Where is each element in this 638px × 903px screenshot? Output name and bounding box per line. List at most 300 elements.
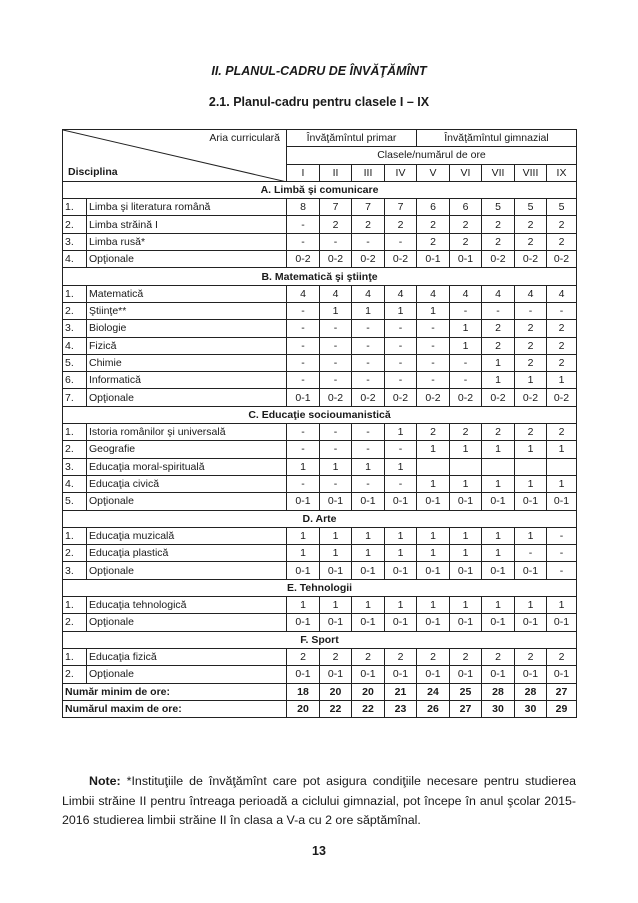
row-number: 2. bbox=[63, 545, 87, 562]
discipline-name: Opţionale bbox=[87, 251, 287, 268]
aria-curriculara-label: Aria curriculară bbox=[209, 132, 280, 144]
hours-cell: 1 bbox=[385, 458, 417, 475]
hours-cell: 2 bbox=[320, 216, 352, 233]
totals-cell: 18 bbox=[287, 683, 320, 700]
hours-cell: 0-1 bbox=[515, 493, 547, 510]
hours-cell: 1 bbox=[450, 475, 482, 492]
hours-cell: - bbox=[385, 320, 417, 337]
hours-cell: 4 bbox=[385, 285, 417, 302]
hours-cell: 1 bbox=[417, 475, 450, 492]
row-number: 4. bbox=[63, 251, 87, 268]
hours-cell: 1 bbox=[482, 527, 515, 544]
hours-cell: - bbox=[287, 320, 320, 337]
hours-cell bbox=[515, 458, 547, 475]
hours-cell: 4 bbox=[547, 285, 577, 302]
row-number: 5. bbox=[63, 354, 87, 371]
hours-cell: - bbox=[385, 441, 417, 458]
hours-cell: 0-2 bbox=[450, 389, 482, 406]
hours-cell: 0-2 bbox=[352, 389, 385, 406]
page-heading: II. PLANUL-CADRU DE ÎNVĂŢĂMÎNT bbox=[211, 64, 427, 78]
hours-cell: 1 bbox=[287, 527, 320, 544]
discipline-name: Limba străină I bbox=[87, 216, 287, 233]
hours-cell: - bbox=[547, 302, 577, 319]
section-row bbox=[63, 631, 577, 648]
discipline-name: Educaţia fizică bbox=[87, 648, 287, 665]
hours-cell: 1 bbox=[515, 441, 547, 458]
hours-cell: 1 bbox=[385, 527, 417, 544]
discipline-name: Limba şi literatura română bbox=[87, 199, 287, 216]
hours-cell: 0-2 bbox=[320, 389, 352, 406]
section-title: A. Limbă şi comunicare bbox=[63, 181, 577, 198]
grade-header: IX bbox=[547, 164, 577, 181]
table-row bbox=[63, 441, 577, 458]
note-paragraph bbox=[62, 772, 576, 831]
discipline-name: Istoria românilor şi universală bbox=[87, 424, 287, 441]
table-row bbox=[63, 545, 577, 562]
discipline-name: Opţionale bbox=[87, 389, 287, 406]
hours-cell: 8 bbox=[287, 199, 320, 216]
table-row bbox=[63, 493, 577, 510]
hours-cell: - bbox=[320, 337, 352, 354]
hours-cell bbox=[482, 458, 515, 475]
hours-cell: 1 bbox=[450, 597, 482, 614]
hours-cell: 4 bbox=[287, 285, 320, 302]
hours-cell: 2 bbox=[287, 648, 320, 665]
hours-cell: - bbox=[385, 372, 417, 389]
discipline-name: Fizică bbox=[87, 337, 287, 354]
table-row bbox=[63, 562, 577, 579]
header-row-areas bbox=[63, 130, 577, 147]
hours-cell: 0-1 bbox=[417, 614, 450, 631]
hours-cell: 1 bbox=[320, 458, 352, 475]
hours-cell: 1 bbox=[482, 372, 515, 389]
hours-cell: 4 bbox=[320, 285, 352, 302]
hours-cell: - bbox=[352, 354, 385, 371]
table-row bbox=[63, 199, 577, 216]
table-row bbox=[63, 389, 577, 406]
hours-cell: - bbox=[417, 354, 450, 371]
row-number: 2. bbox=[63, 614, 87, 631]
hours-cell: 7 bbox=[385, 199, 417, 216]
hours-cell: 1 bbox=[320, 545, 352, 562]
hours-cell: 0-1 bbox=[417, 251, 450, 268]
row-number: 2. bbox=[63, 441, 87, 458]
totals-cell: 30 bbox=[482, 700, 515, 717]
table-row bbox=[63, 337, 577, 354]
hours-cell: 1 bbox=[450, 337, 482, 354]
hours-cell: 5 bbox=[547, 199, 577, 216]
table-row bbox=[63, 527, 577, 544]
discipline-name: Educaţia tehnologică bbox=[87, 597, 287, 614]
hours-cell: 2 bbox=[547, 216, 577, 233]
hours-cell: 0-1 bbox=[320, 614, 352, 631]
hours-cell: - bbox=[352, 337, 385, 354]
hours-cell: 0-1 bbox=[417, 666, 450, 683]
discipline-name: Opţionale bbox=[87, 493, 287, 510]
hours-cell: - bbox=[515, 302, 547, 319]
section-row bbox=[63, 579, 577, 596]
hours-cell: 5 bbox=[515, 199, 547, 216]
curriculum-table bbox=[62, 129, 577, 718]
row-number: 7. bbox=[63, 389, 87, 406]
hours-cell: - bbox=[287, 475, 320, 492]
hours-cell: 0-1 bbox=[352, 562, 385, 579]
table-row bbox=[63, 285, 577, 302]
hours-cell: 0-1 bbox=[450, 251, 482, 268]
totals-cell: 29 bbox=[547, 700, 577, 717]
hours-cell: 0-1 bbox=[385, 562, 417, 579]
hours-cell: 2 bbox=[515, 648, 547, 665]
hours-cell: 1 bbox=[450, 441, 482, 458]
hours-cell: - bbox=[352, 320, 385, 337]
hours-cell: 1 bbox=[385, 302, 417, 319]
hours-cell: 0-1 bbox=[287, 614, 320, 631]
hours-cell: 2 bbox=[417, 424, 450, 441]
hours-cell: 1 bbox=[352, 597, 385, 614]
totals-cell: 20 bbox=[287, 700, 320, 717]
primar-header: Învăţămîntul primar bbox=[287, 130, 417, 147]
hours-cell: 0-1 bbox=[287, 562, 320, 579]
hours-cell: 2 bbox=[482, 648, 515, 665]
discipline-name: Chimie bbox=[87, 354, 287, 371]
hours-cell: 0-1 bbox=[385, 493, 417, 510]
hours-cell: 6 bbox=[450, 199, 482, 216]
hours-cell: 1 bbox=[482, 597, 515, 614]
hours-cell: 0-1 bbox=[450, 562, 482, 579]
hours-cell: 2 bbox=[547, 424, 577, 441]
hours-cell: 1 bbox=[482, 354, 515, 371]
section-title: B. Matematică şi ştiinţe bbox=[63, 268, 577, 285]
hours-cell: - bbox=[287, 372, 320, 389]
hours-cell: 2 bbox=[417, 233, 450, 250]
hours-cell: 1 bbox=[515, 372, 547, 389]
hours-cell: 2 bbox=[482, 216, 515, 233]
hours-cell: 0-2 bbox=[385, 251, 417, 268]
hours-cell: 4 bbox=[417, 285, 450, 302]
hours-cell: 2 bbox=[450, 233, 482, 250]
note-label: Note: bbox=[89, 774, 121, 788]
hours-cell: 1 bbox=[515, 597, 547, 614]
grade-header: II bbox=[320, 164, 352, 181]
hours-cell: - bbox=[547, 527, 577, 544]
hours-cell: 0-1 bbox=[385, 614, 417, 631]
hours-cell: - bbox=[385, 337, 417, 354]
hours-cell: 1 bbox=[450, 527, 482, 544]
section-row bbox=[63, 406, 577, 423]
hours-cell: 0-1 bbox=[482, 493, 515, 510]
hours-cell: 0-1 bbox=[287, 666, 320, 683]
discipline-name: Educaţia civică bbox=[87, 475, 287, 492]
row-number: 3. bbox=[63, 320, 87, 337]
hours-cell: 0-1 bbox=[417, 562, 450, 579]
table-subheading: 2.1. Planul-cadru pentru clasele I – IX bbox=[208, 95, 430, 109]
hours-cell: 2 bbox=[482, 337, 515, 354]
hours-cell: 0-1 bbox=[450, 666, 482, 683]
hours-cell: 0-2 bbox=[385, 389, 417, 406]
row-number: 1. bbox=[63, 424, 87, 441]
hours-cell: 0-1 bbox=[482, 666, 515, 683]
hours-cell: 1 bbox=[320, 527, 352, 544]
disciplina-label: Disciplina bbox=[68, 165, 118, 178]
totals-cell: 25 bbox=[450, 683, 482, 700]
totals-cell: 28 bbox=[515, 683, 547, 700]
hours-cell: 4 bbox=[482, 285, 515, 302]
hours-cell: 6 bbox=[417, 199, 450, 216]
table-row bbox=[63, 648, 577, 665]
section-row bbox=[63, 181, 577, 198]
grade-header: VI bbox=[450, 164, 482, 181]
row-number: 1. bbox=[63, 285, 87, 302]
hours-cell: 0-2 bbox=[482, 251, 515, 268]
hours-cell: - bbox=[450, 302, 482, 319]
row-number: 1. bbox=[63, 527, 87, 544]
discipline-name: Geografie bbox=[87, 441, 287, 458]
table-row bbox=[63, 233, 577, 250]
page-number: 13 bbox=[312, 844, 326, 858]
hours-cell: 0-1 bbox=[417, 493, 450, 510]
section-title: F. Sport bbox=[63, 631, 577, 648]
hours-cell: - bbox=[320, 354, 352, 371]
hours-cell: 2 bbox=[482, 233, 515, 250]
section-row bbox=[63, 268, 577, 285]
hours-cell: 2 bbox=[450, 424, 482, 441]
hours-cell: 0-1 bbox=[287, 493, 320, 510]
hours-cell: 4 bbox=[352, 285, 385, 302]
row-number: 1. bbox=[63, 648, 87, 665]
hours-cell: 1 bbox=[352, 527, 385, 544]
totals-cell: 27 bbox=[450, 700, 482, 717]
hours-cell: 1 bbox=[417, 441, 450, 458]
hours-cell: - bbox=[352, 441, 385, 458]
hours-cell: 0-1 bbox=[482, 614, 515, 631]
row-number: 3. bbox=[63, 233, 87, 250]
row-number: 6. bbox=[63, 372, 87, 389]
hours-cell: 4 bbox=[515, 285, 547, 302]
table-row bbox=[63, 475, 577, 492]
hours-cell: 1 bbox=[482, 475, 515, 492]
hours-cell: 0-1 bbox=[515, 562, 547, 579]
hours-cell: 2 bbox=[482, 424, 515, 441]
hours-cell: 1 bbox=[385, 424, 417, 441]
hours-cell: 0-1 bbox=[352, 493, 385, 510]
discipline-name: Opţionale bbox=[87, 614, 287, 631]
section-title: C. Educaţie socioumanistică bbox=[63, 406, 577, 423]
section-title: E. Tehnologii bbox=[63, 579, 577, 596]
hours-cell: - bbox=[320, 475, 352, 492]
discipline-name: Educaţia muzicală bbox=[87, 527, 287, 544]
hours-cell: 2 bbox=[385, 216, 417, 233]
totals-cell: 22 bbox=[320, 700, 352, 717]
hours-cell: 0-1 bbox=[547, 614, 577, 631]
hours-cell: 4 bbox=[450, 285, 482, 302]
discipline-name: Educaţia plastică bbox=[87, 545, 287, 562]
hours-cell: 1 bbox=[547, 475, 577, 492]
row-number: 5. bbox=[63, 493, 87, 510]
hours-cell: 2 bbox=[547, 337, 577, 354]
hours-cell bbox=[450, 458, 482, 475]
hours-cell: - bbox=[287, 337, 320, 354]
totals-label: Număr minim de ore: bbox=[63, 683, 287, 700]
hours-cell: 2 bbox=[515, 424, 547, 441]
grade-header: I bbox=[287, 164, 320, 181]
hours-cell: 2 bbox=[482, 320, 515, 337]
hours-cell: - bbox=[287, 302, 320, 319]
row-number: 3. bbox=[63, 562, 87, 579]
hours-cell: 5 bbox=[482, 199, 515, 216]
hours-cell: 1 bbox=[287, 545, 320, 562]
hours-cell: 2 bbox=[450, 216, 482, 233]
totals-row bbox=[63, 683, 577, 700]
hours-cell: 0-1 bbox=[450, 493, 482, 510]
hours-cell: 1 bbox=[352, 458, 385, 475]
hours-cell: 0-2 bbox=[417, 389, 450, 406]
discipline-name: Opţionale bbox=[87, 666, 287, 683]
totals-cell: 27 bbox=[547, 683, 577, 700]
hours-cell: 0-1 bbox=[515, 666, 547, 683]
grade-header: VII bbox=[482, 164, 515, 181]
hours-cell: 1 bbox=[417, 527, 450, 544]
hours-cell: 1 bbox=[547, 372, 577, 389]
discipline-name: Ştiinţe** bbox=[87, 302, 287, 319]
hours-cell: - bbox=[547, 545, 577, 562]
hours-cell: 1 bbox=[450, 320, 482, 337]
hours-cell: 0-2 bbox=[482, 389, 515, 406]
hours-cell: 2 bbox=[450, 648, 482, 665]
totals-label: Numărul maxim de ore: bbox=[63, 700, 287, 717]
table-row bbox=[63, 354, 577, 371]
hours-cell: 2 bbox=[515, 320, 547, 337]
discipline-name: Matematică bbox=[87, 285, 287, 302]
hours-cell: - bbox=[352, 424, 385, 441]
hours-cell: 0-1 bbox=[482, 562, 515, 579]
hours-cell: 2 bbox=[515, 354, 547, 371]
hours-cell: - bbox=[547, 562, 577, 579]
hours-cell: 0-1 bbox=[515, 614, 547, 631]
hours-cell bbox=[547, 458, 577, 475]
row-number: 1. bbox=[63, 597, 87, 614]
hours-cell: - bbox=[320, 441, 352, 458]
hours-cell: - bbox=[320, 233, 352, 250]
hours-cell: - bbox=[352, 475, 385, 492]
hours-cell: - bbox=[287, 354, 320, 371]
hours-cell: - bbox=[385, 475, 417, 492]
hours-cell: 1 bbox=[547, 441, 577, 458]
hours-cell: - bbox=[417, 320, 450, 337]
hours-cell: 0-2 bbox=[515, 389, 547, 406]
hours-cell: 2 bbox=[547, 354, 577, 371]
discipline-name: Biologie bbox=[87, 320, 287, 337]
table-row bbox=[63, 424, 577, 441]
hours-cell: 0-1 bbox=[352, 666, 385, 683]
hours-cell: - bbox=[515, 545, 547, 562]
grade-header: III bbox=[352, 164, 385, 181]
hours-cell: - bbox=[320, 372, 352, 389]
grade-header: V bbox=[417, 164, 450, 181]
row-number: 3. bbox=[63, 458, 87, 475]
section-title: D. Arte bbox=[63, 510, 577, 527]
hours-cell: - bbox=[385, 354, 417, 371]
hours-cell: 0-1 bbox=[320, 562, 352, 579]
hours-cell: 0-1 bbox=[352, 614, 385, 631]
hours-cell: - bbox=[287, 216, 320, 233]
hours-cell: 2 bbox=[417, 648, 450, 665]
totals-cell: 22 bbox=[352, 700, 385, 717]
hours-cell: 0-1 bbox=[385, 666, 417, 683]
hours-cell: 2 bbox=[320, 648, 352, 665]
hours-cell: - bbox=[287, 233, 320, 250]
totals-cell: 24 bbox=[417, 683, 450, 700]
hours-cell: 0-2 bbox=[287, 251, 320, 268]
hours-cell: 1 bbox=[482, 441, 515, 458]
hours-cell: 2 bbox=[547, 320, 577, 337]
row-number: 1. bbox=[63, 199, 87, 216]
table-row bbox=[63, 458, 577, 475]
hours-cell: - bbox=[385, 233, 417, 250]
grade-header: VIII bbox=[515, 164, 547, 181]
totals-cell: 28 bbox=[482, 683, 515, 700]
grade-header: IV bbox=[385, 164, 417, 181]
clase-header: Clasele/numărul de ore bbox=[287, 147, 577, 164]
hours-cell: 0-1 bbox=[320, 666, 352, 683]
row-number: 2. bbox=[63, 216, 87, 233]
hours-cell: - bbox=[287, 441, 320, 458]
table-row bbox=[63, 597, 577, 614]
totals-cell: 20 bbox=[352, 683, 385, 700]
table-row bbox=[63, 614, 577, 631]
hours-cell: - bbox=[417, 337, 450, 354]
table-row bbox=[63, 302, 577, 319]
hours-cell: - bbox=[320, 320, 352, 337]
table-row bbox=[63, 216, 577, 233]
hours-cell: - bbox=[450, 354, 482, 371]
totals-cell: 21 bbox=[385, 683, 417, 700]
hours-cell: 0-2 bbox=[515, 251, 547, 268]
hours-cell: 1 bbox=[482, 545, 515, 562]
hours-cell: - bbox=[352, 233, 385, 250]
hours-cell: 1 bbox=[515, 527, 547, 544]
hours-cell: 7 bbox=[352, 199, 385, 216]
hours-cell: 1 bbox=[385, 597, 417, 614]
hours-cell: - bbox=[352, 372, 385, 389]
hours-cell: 2 bbox=[352, 648, 385, 665]
hours-cell: 2 bbox=[547, 233, 577, 250]
hours-cell: 1 bbox=[417, 302, 450, 319]
hours-cell bbox=[417, 458, 450, 475]
hours-cell: 1 bbox=[352, 302, 385, 319]
hours-cell: 1 bbox=[417, 597, 450, 614]
hours-cell: 2 bbox=[515, 216, 547, 233]
hours-cell: 1 bbox=[352, 545, 385, 562]
hours-cell: 1 bbox=[417, 545, 450, 562]
hours-cell: - bbox=[417, 372, 450, 389]
table-row bbox=[63, 320, 577, 337]
hours-cell: 0-1 bbox=[287, 389, 320, 406]
totals-cell: 26 bbox=[417, 700, 450, 717]
hours-cell: 1 bbox=[287, 458, 320, 475]
hours-cell: 1 bbox=[287, 597, 320, 614]
note-text: *Instituţiile de învăţămînt care pot asigura condiţiile necesare pentru studierea Limbii străine II pentru întreaga perioadă a ciclului gimnazial, pot începe în anul şcolar 2015-2016 studierea limbii străine II în clasa a V-a cu 2 ore săptămînal. bbox=[62, 774, 576, 827]
hours-cell: 1 bbox=[547, 597, 577, 614]
hours-cell: 2 bbox=[417, 216, 450, 233]
hours-cell: 2 bbox=[547, 648, 577, 665]
hours-cell: 1 bbox=[320, 302, 352, 319]
hours-cell: 0-1 bbox=[547, 493, 577, 510]
totals-row bbox=[63, 700, 577, 717]
hours-cell: 0-2 bbox=[547, 251, 577, 268]
hours-cell: 1 bbox=[385, 545, 417, 562]
gimnazial-header: Învăţămîntul gimnazial bbox=[417, 130, 577, 147]
table-row bbox=[63, 372, 577, 389]
